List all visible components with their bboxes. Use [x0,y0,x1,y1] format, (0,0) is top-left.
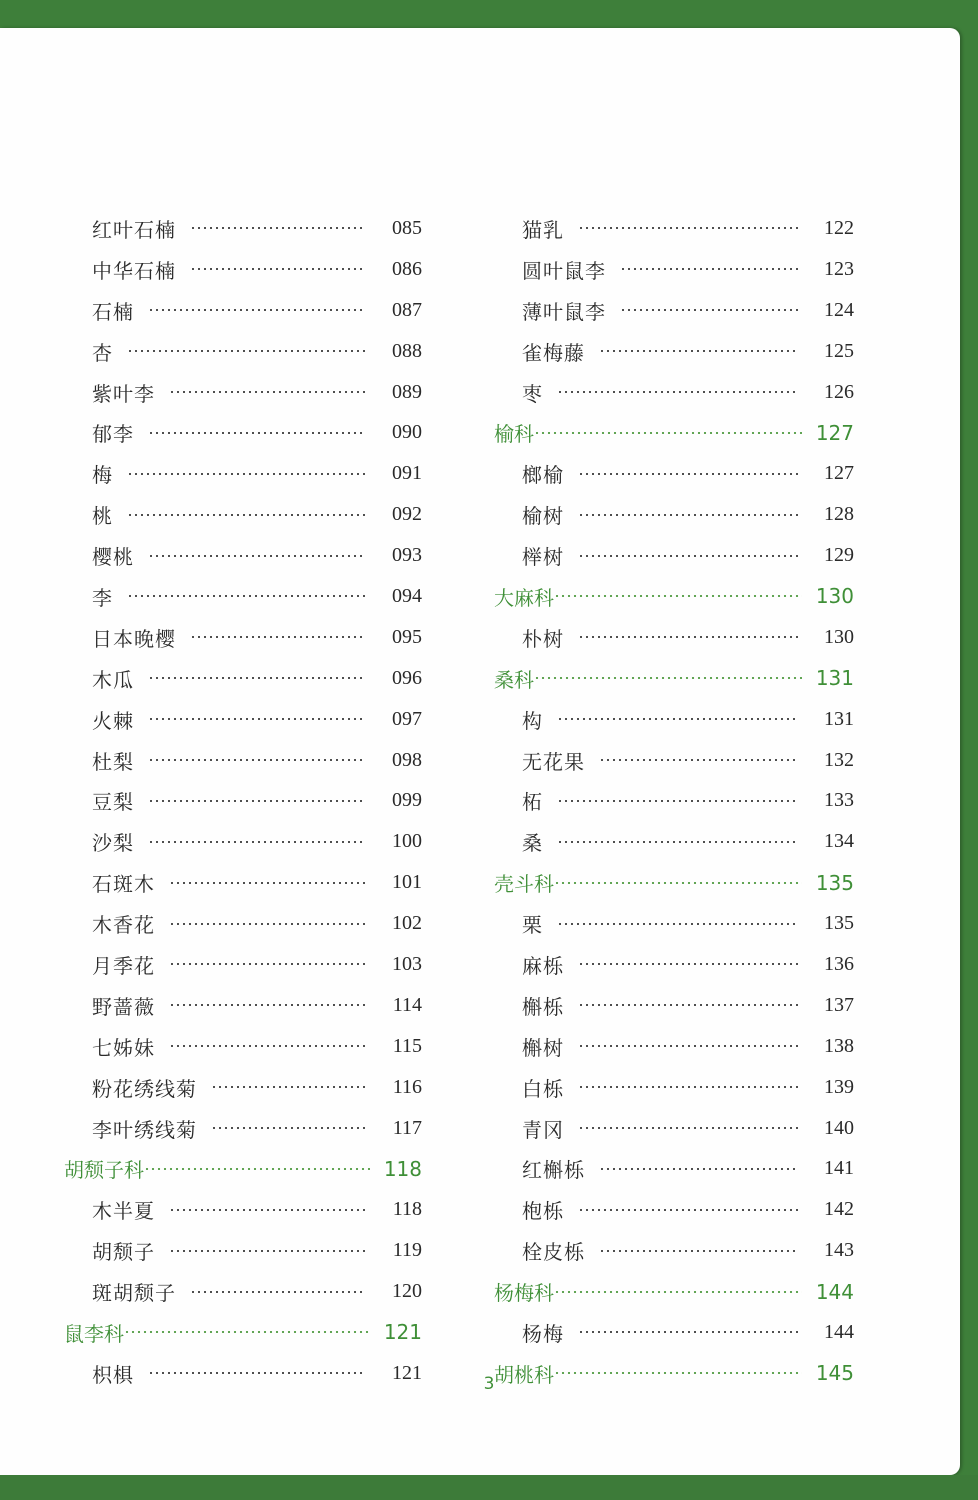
dot-leader [148,309,366,311]
page-ref: 102 [392,912,422,935]
entry-name: 红叶石楠 [92,217,176,242]
entry-name: 中华石楠 [92,258,176,283]
page-ref: 132 [824,748,854,771]
dot-leader [578,1086,798,1088]
dot-leader [578,963,798,965]
page-ref: 114 [392,993,422,1016]
page-ref: 096 [392,666,422,689]
toc-entry[interactable] [492,740,854,781]
toc-entry[interactable] [62,576,422,617]
dot-leader [127,350,366,352]
dot-leader [211,1086,366,1088]
dot-leader [554,882,802,884]
entry-name: 朴树 [522,626,564,651]
toc-entry[interactable] [492,1189,854,1230]
toc-entry[interactable] [492,494,854,535]
dot-leader [169,1045,366,1047]
toc-entry[interactable] [62,494,422,535]
entry-name: 日本晚樱 [92,626,176,651]
page-ref: 141 [824,1157,854,1180]
dot-leader [148,432,366,434]
dot-leader [190,268,366,270]
toc-entry[interactable] [492,249,854,290]
dot-leader [578,1004,798,1006]
dot-leader [578,1209,798,1211]
page-ref: 134 [824,830,854,853]
dot-leader [169,391,366,393]
toc-family-heading[interactable] [492,412,854,453]
dot-leader [169,1004,366,1006]
page-ref: 127 [824,462,854,485]
entry-name: 梅 [92,463,113,488]
page-ref: 116 [392,1075,422,1098]
entry-name: 圆叶鼠李 [522,258,606,283]
entry-name: 枣 [522,381,543,406]
dot-leader [578,1127,798,1129]
dot-leader [127,473,366,475]
dot-leader [148,841,366,843]
page-ref: 138 [824,1034,854,1057]
toc-entry[interactable] [492,699,854,740]
dot-leader [599,350,798,352]
page-ref: 125 [824,339,854,362]
dot-leader [124,1331,370,1333]
toc-entry[interactable] [492,331,854,372]
dot-leader [578,636,798,638]
dot-leader [169,1250,366,1252]
dot-leader [554,595,802,597]
page-ref: 143 [824,1239,854,1262]
entry-name: 火棘 [92,708,134,733]
entry-name: 栓皮栎 [522,1240,585,1265]
toc-right-column [492,208,854,1394]
page-ref: 144 [824,1320,854,1343]
entry-name: 杨梅 [522,1321,564,1346]
toc-family-heading[interactable] [62,1312,422,1353]
page-ref: 122 [824,216,854,239]
entry-name: 紫叶李 [92,381,155,406]
entry-name: 七姊妹 [92,1035,155,1060]
dot-leader [148,800,366,802]
page-ref: 133 [824,789,854,812]
entry-name: 青冈 [522,1117,564,1142]
entry-name: 胡颓子 [92,1240,155,1265]
entry-name: 樱桃 [92,545,134,570]
entry-name: 薄叶鼠李 [522,299,606,324]
dot-leader [578,514,798,516]
toc-entry[interactable] [62,740,422,781]
toc-entry[interactable] [492,1312,854,1353]
entry-name: 白栎 [522,1076,564,1101]
entry-name: 雀梅藤 [522,340,585,365]
page-ref: 136 [824,952,854,975]
page-ref: 140 [824,1116,854,1139]
toc-family-heading[interactable] [492,1271,854,1312]
bottom-frame-strip [0,1475,978,1500]
page-ref: 137 [824,993,854,1016]
toc-entry[interactable] [62,903,422,944]
page-ref: 130 [824,625,854,648]
entry-name: 榔榆 [522,463,564,488]
toc-family-heading[interactable] [492,576,854,617]
dot-leader [148,759,366,761]
toc-entry[interactable] [62,821,422,862]
entry-name: 槲树 [522,1035,564,1060]
page-ref: 135 [824,912,854,935]
entry-name: 猫乳 [522,217,564,242]
page-ref: 130 [815,584,854,609]
family-name: 杨梅科 [494,1281,554,1306]
toc-entry[interactable] [62,617,422,658]
dot-leader [578,1331,798,1333]
page-ref: 093 [392,544,422,567]
page-ref: 095 [392,625,422,648]
page-ref: 101 [392,871,422,894]
dot-leader [169,923,366,925]
entry-name: 构 [522,708,543,733]
entry-name: 桑 [522,831,543,856]
toc-left-column [62,208,422,1394]
toc-entry[interactable] [62,1108,422,1149]
page-ref: 139 [824,1075,854,1098]
toc-family-heading[interactable] [62,1148,422,1189]
page-ref: 097 [392,707,422,730]
entry-name: 枳椇 [92,1362,134,1387]
toc-entry[interactable] [62,1026,422,1067]
entry-name: 木瓜 [92,667,134,692]
dot-leader [190,636,366,638]
toc-entry[interactable] [492,208,854,249]
dot-leader [557,800,798,802]
entry-name: 郁李 [92,422,134,447]
entry-name: 枹栎 [522,1199,564,1224]
dot-leader [599,759,798,761]
dot-leader [127,514,366,516]
entry-name: 沙梨 [92,831,134,856]
toc-family-heading[interactable] [492,862,854,903]
dot-leader [148,555,366,557]
family-name: 壳斗科 [494,872,554,897]
toc-entry[interactable] [62,944,422,985]
toc-entry[interactable] [62,249,422,290]
toc-entry[interactable] [492,617,854,658]
toc-entry[interactable] [62,1271,422,1312]
dot-leader [557,923,798,925]
entry-name: 红槲栎 [522,1158,585,1183]
toc-entry[interactable] [62,658,422,699]
page-ref: 098 [392,748,422,771]
entry-name: 木香花 [92,913,155,938]
toc-entry[interactable] [62,985,422,1026]
dot-leader [148,718,366,720]
entry-name: 麻栎 [522,953,564,978]
toc-entry[interactable] [62,372,422,413]
toc-entry[interactable] [62,290,422,331]
entry-name: 榆树 [522,504,564,529]
page-ref: 099 [392,789,422,812]
entry-name: 石楠 [92,299,134,324]
dot-leader [211,1127,366,1129]
entry-name: 栗 [522,913,543,938]
page-ref: 118 [392,1198,422,1221]
toc-entry[interactable] [62,331,422,372]
toc-entry[interactable] [492,1230,854,1271]
page-ref: 145 [815,1361,854,1386]
toc-entry[interactable] [492,372,854,413]
page-ref: 118 [383,1156,422,1181]
page-ref: 123 [824,257,854,280]
family-name: 大麻科 [494,585,554,610]
page-ref: 120 [392,1280,422,1303]
book-page [0,28,960,1475]
toc-entry[interactable] [492,535,854,576]
dot-leader [599,1250,798,1252]
page-ref: 103 [392,952,422,975]
page-ref: 131 [824,707,854,730]
dot-leader [620,309,798,311]
family-name: 胡桃科 [494,1362,554,1387]
entry-name: 粉花绣线菊 [92,1076,197,1101]
page-ref: 144 [815,1279,854,1304]
dot-leader [534,677,802,679]
entry-name: 豆梨 [92,790,134,815]
page-number: 3 [483,1374,495,1394]
page-ref: 129 [824,544,854,567]
toc-entry[interactable] [492,985,854,1026]
page-ref: 091 [392,462,422,485]
page-ref: 117 [392,1116,422,1139]
toc-entry[interactable] [492,780,854,821]
toc-entry[interactable] [492,1067,854,1108]
dot-leader [148,677,366,679]
page-ref: 135 [815,870,854,895]
entry-name: 李 [92,585,113,610]
toc-entry[interactable] [492,944,854,985]
entry-name: 木半夏 [92,1199,155,1224]
toc-entry[interactable] [492,453,854,494]
dot-leader [169,963,366,965]
dot-leader [554,1291,802,1293]
dot-leader [190,1291,366,1293]
entry-name: 杜梨 [92,749,134,774]
entry-name: 榉树 [522,545,564,570]
toc-entry[interactable] [62,1067,422,1108]
page-ref: 121 [392,1361,422,1384]
entry-name: 无花果 [522,749,585,774]
toc-entry[interactable] [492,821,854,862]
page-ref: 121 [383,1320,422,1345]
page-ref: 124 [824,298,854,321]
toc-entry[interactable] [62,699,422,740]
family-name: 榆科 [494,422,534,447]
family-name: 桑科 [494,667,534,692]
page-ref: 131 [815,666,854,691]
dot-leader [620,268,798,270]
dot-leader [578,473,798,475]
page-ref: 086 [392,257,422,280]
dot-leader [578,555,798,557]
dot-leader [557,841,798,843]
toc-entry[interactable] [492,1108,854,1149]
entry-name: 斑胡颓子 [92,1281,176,1306]
page-ref: 142 [824,1198,854,1221]
dot-leader [534,432,802,434]
page-ref: 115 [392,1034,422,1057]
family-name: 鼠李科 [64,1321,124,1346]
page-ref: 089 [392,380,422,403]
dot-leader [169,1209,366,1211]
toc-entry[interactable] [62,208,422,249]
toc-family-heading[interactable] [492,658,854,699]
toc-entry[interactable] [62,780,422,821]
dot-leader [557,718,798,720]
toc-entry[interactable] [492,903,854,944]
entry-name: 石斑木 [92,872,155,897]
entry-name: 李叶绣线菊 [92,1117,197,1142]
dot-leader [169,882,366,884]
page-ref: 119 [392,1239,422,1262]
entry-name: 月季花 [92,953,155,978]
entry-name: 柘 [522,790,543,815]
page-ref: 085 [392,216,422,239]
toc-entry[interactable] [62,1230,422,1271]
entry-name: 槲栎 [522,994,564,1019]
page-ref: 127 [815,420,854,445]
page-ref: 087 [392,298,422,321]
dot-leader [578,1045,798,1047]
page-ref: 092 [392,503,422,526]
dot-leader [599,1168,798,1170]
toc-entry[interactable] [62,453,422,494]
dot-leader [190,227,366,229]
toc-entry[interactable] [62,1189,422,1230]
toc-entry[interactable] [492,1148,854,1189]
toc-entry[interactable] [492,1026,854,1067]
page-ref: 090 [392,421,422,444]
dot-leader [127,595,366,597]
family-name: 胡颓子科 [64,1158,144,1183]
entry-name: 野蔷薇 [92,994,155,1019]
entry-name: 杏 [92,340,113,365]
entry-name: 桃 [92,504,113,529]
dot-leader [557,391,798,393]
page-ref: 088 [392,339,422,362]
toc-entry[interactable] [492,290,854,331]
page-ref: 094 [392,584,422,607]
page-ref: 126 [824,380,854,403]
dot-leader [144,1168,370,1170]
page-ref: 100 [392,830,422,853]
toc-entry[interactable] [62,862,422,903]
dot-leader [578,227,798,229]
toc-entry[interactable] [62,535,422,576]
page-ref: 128 [824,503,854,526]
toc-entry[interactable] [62,412,422,453]
